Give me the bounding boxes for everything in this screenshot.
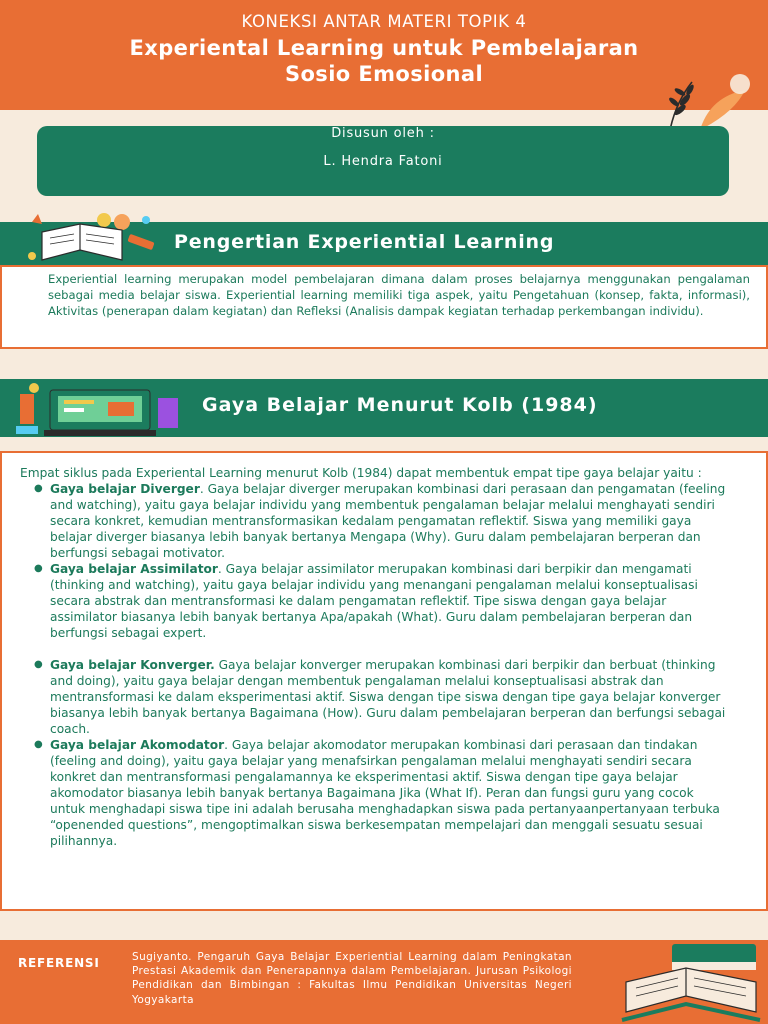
kolb-box	[0, 451, 768, 911]
references-label: REFERENSI	[18, 956, 100, 970]
desc-akomodator: . Gaya belajar akomodator merupakan kombinasi dari perasaan dan tindakan (feeling and doing), yaitu gaya belajar yang menafsirkan pengalaman melalui menghayati sendiri secara konkret dan mentransformasi pengalamannya ke eksperimentasi aktif. Siswa dengan tipe gaya belajar akomodator biasanya lebih banyak bertanya Bagaimana Jika (What If). Peran dan fungsi guru yang cocok untuk menghadapi siswa tipe ini adalah berusaha menghadapkan siswa pada pertanyaanpertanyaan terbuka “openended questions”, mengoptimalkan siswa berkesempatan mempelajari dan menggali sesuatu sesuai pilihannya.	[50, 738, 720, 848]
author-box	[37, 126, 729, 196]
header-topic: KONEKSI ANTAR MATERI TOPIK 4	[241, 12, 527, 31]
definition-text: Experiential learning merupakan model pembelajaran dimana dalam proses belajarnya menggunakan pengalaman sebagai media belajar siswa. Experiential learning memiliki tiga aspek, yaitu Pengetahuan (konsep, fakta, informasi), Aktivitas (penerapan dalam kegiatan) dan Refleksi (Analisis dampak kegiatan terhadap perkembangan individu).	[48, 272, 750, 318]
author-name: L. Hendra Fatoni	[323, 154, 443, 169]
term-assimilator: Gaya belajar Assimilator	[50, 562, 218, 576]
learning-style-list	[2, 481, 766, 849]
section-title-definition: Pengertian Experiential Learning	[174, 231, 555, 253]
open-book-icon	[616, 942, 766, 1024]
author-label: Disusun oleh :	[331, 126, 435, 141]
desc-konverger: Gaya belajar konverger merupakan kombinasi dari berpikir dan berbuat (thinking and doing), yaitu gaya belajar dengan membentuk pengalaman melalui konseptualisasi abstrak dan mentransformasi ke dalam eksperimentasi aktif. Siswa dengan tipe siswa dengan tipe gaya belajar konverger biasanya lebih banyak bertanya Bagaimana (How). Guru dalam pembelajaran berperan dan berfungsi sebagai coach.	[50, 658, 726, 736]
desc-assimilator: . Gaya belajar assimilator merupakan kombinasi dari berpikir dan mengamati (thinking and watching), yaitu gaya belajar individu yang menangani pengalaman melalui konseptualisasi secara abstrak dan mentransformasi ke dalam pengamatan reflektif. Tipe siswa dengan gaya belajar assimilator biasanya lebih banyak bertanya Apa/apakah (What). Guru dalam pembelajaran berperan dan berfungsi sebagai expert.	[50, 562, 698, 640]
classroom-illustration-icon	[14, 378, 194, 440]
list-item-konverger	[50, 657, 732, 737]
header-title-line2: Sosio Emosional	[284, 62, 484, 86]
header-title-line1: Experiental Learning untuk Pembelajaran	[129, 36, 639, 60]
term-akomodator: Gaya belajar Akomodator	[50, 738, 225, 752]
term-diverger: Gaya belajar Diverger	[50, 482, 200, 496]
list-item-assimilator	[50, 561, 732, 641]
desc-diverger: . Gaya belajar diverger merupakan kombinasi dari perasaan dan pengamatan (feeling and watching), yaitu gaya belajar individu yang membentuk pengalaman belajar melalui menghayati sendiri secara konkret, kemudian mentransformasikan kedalam pengamatan reflektif. Siswa yang memiliki gaya belajar diverger biasanya lebih banyak bertanya Mengapa (Why). Guru dalam pembelajaran berperan dan berfungsi sebagai motivator.	[50, 482, 726, 560]
kolb-intro: Empat siklus pada Experiental Learning menurut Kolb (1984) dapat membentuk empat tipe gaya belajar yaitu :	[20, 466, 702, 480]
leaf-decoration	[630, 72, 760, 132]
list-item-akomodator	[50, 737, 732, 849]
book-illustration-icon	[22, 210, 162, 272]
references-text: Sugiyanto. Pengaruh Gaya Belajar Experiential Learning dalam Peningkatan Prestasi Akademik dan Penerapannya dalam Pembelajaran. Jurusan Psikologi Pendidikan dan Bimbingan : Fakultas Ilmu Pendidikan Universitas Negeri Yogyakarta	[132, 951, 572, 1006]
section-title-kolb: Gaya Belajar Menurut Kolb (1984)	[202, 394, 598, 416]
term-konverger: Gaya belajar Konverger.	[50, 658, 215, 672]
definition-box	[0, 265, 768, 349]
list-item-diverger	[50, 481, 732, 561]
